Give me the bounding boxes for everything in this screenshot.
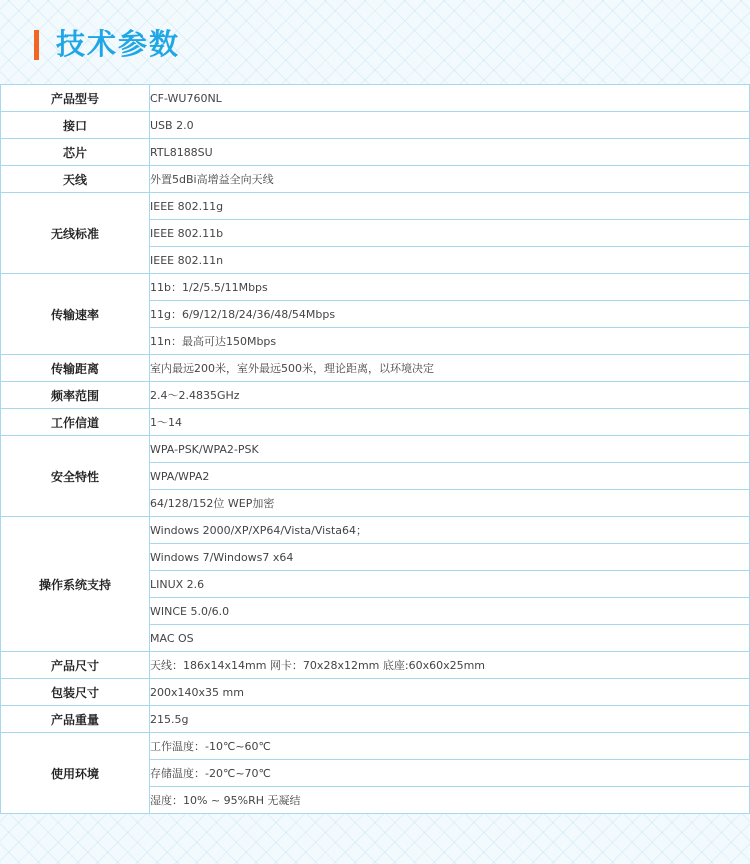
spec-value: Windows 7/Windows7 x64 <box>150 544 750 571</box>
spec-label: 安全特性 <box>1 436 150 517</box>
spec-row <box>1 193 750 220</box>
spec-row <box>1 436 750 463</box>
spec-value: RTL8188SU <box>150 139 750 166</box>
spec-label: 天线 <box>1 166 150 193</box>
spec-value: 11g：6/9/12/18/24/36/48/54Mbps <box>150 301 750 328</box>
spec-value: 200x140x35 mm <box>150 679 750 706</box>
spec-row <box>1 517 750 544</box>
spec-row <box>1 409 750 436</box>
spec-value: 工作温度：-10℃~60℃ <box>150 733 750 760</box>
spec-label: 芯片 <box>1 139 150 166</box>
header <box>0 0 750 84</box>
spec-label: 频率范围 <box>1 382 150 409</box>
spec-value: 室内最远200米，室外最远500米，理论距离，以环境决定 <box>150 355 750 382</box>
spec-value: 外置5dBi高增益全向天线 <box>150 166 750 193</box>
spec-row <box>1 85 750 112</box>
spec-value: WPA-PSK/WPA2-PSK <box>150 436 750 463</box>
spec-value: IEEE 802.11n <box>150 247 750 274</box>
spec-value: LINUX 2.6 <box>150 571 750 598</box>
spec-value: 11b：1/2/5.5/11Mbps <box>150 274 750 301</box>
spec-table <box>0 84 750 814</box>
spec-value: MAC OS <box>150 625 750 652</box>
spec-value: USB 2.0 <box>150 112 750 139</box>
spec-value: 存储温度：-20℃~70℃ <box>150 760 750 787</box>
spec-row <box>1 706 750 733</box>
spec-value: CF-WU760NL <box>150 85 750 112</box>
spec-label: 产品重量 <box>1 706 150 733</box>
spec-row <box>1 355 750 382</box>
spec-table-body <box>1 85 750 814</box>
title-accent-bar <box>34 30 39 60</box>
spec-label: 产品型号 <box>1 85 150 112</box>
spec-label: 传输速率 <box>1 274 150 355</box>
spec-row <box>1 139 750 166</box>
spec-value: 湿度：10% ~ 95%RH 无凝结 <box>150 787 750 814</box>
spec-value: 215.5g <box>150 706 750 733</box>
spec-value: Windows 2000/XP/XP64/Vista/Vista64； <box>150 517 750 544</box>
spec-value: 11n：最高可达150Mbps <box>150 328 750 355</box>
spec-label: 接口 <box>1 112 150 139</box>
spec-row <box>1 382 750 409</box>
spec-row <box>1 274 750 301</box>
spec-label: 包装尺寸 <box>1 679 150 706</box>
spec-label: 使用环境 <box>1 733 150 814</box>
spec-row <box>1 166 750 193</box>
spec-value: 2.4～2.4835GHz <box>150 382 750 409</box>
spec-label: 传输距离 <box>1 355 150 382</box>
spec-value: 1～14 <box>150 409 750 436</box>
spec-row <box>1 679 750 706</box>
spec-value: WINCE 5.0/6.0 <box>150 598 750 625</box>
page-title: 技术参数 <box>56 27 181 61</box>
spec-label: 无线标准 <box>1 193 150 274</box>
spec-value: IEEE 802.11b <box>150 220 750 247</box>
spec-value: IEEE 802.11g <box>150 193 750 220</box>
spec-value: 天线：186x14x14mm 网卡：70x28x12mm 底座:60x60x25mm <box>150 652 750 679</box>
spec-row <box>1 652 750 679</box>
spec-value: 64/128/152位 WEP加密 <box>150 490 750 517</box>
spec-value: WPA/WPA2 <box>150 463 750 490</box>
spec-row <box>1 112 750 139</box>
spec-label: 产品尺寸 <box>1 652 150 679</box>
spec-label: 操作系统支持 <box>1 517 150 652</box>
spec-row <box>1 733 750 760</box>
spec-label: 工作信道 <box>1 409 150 436</box>
